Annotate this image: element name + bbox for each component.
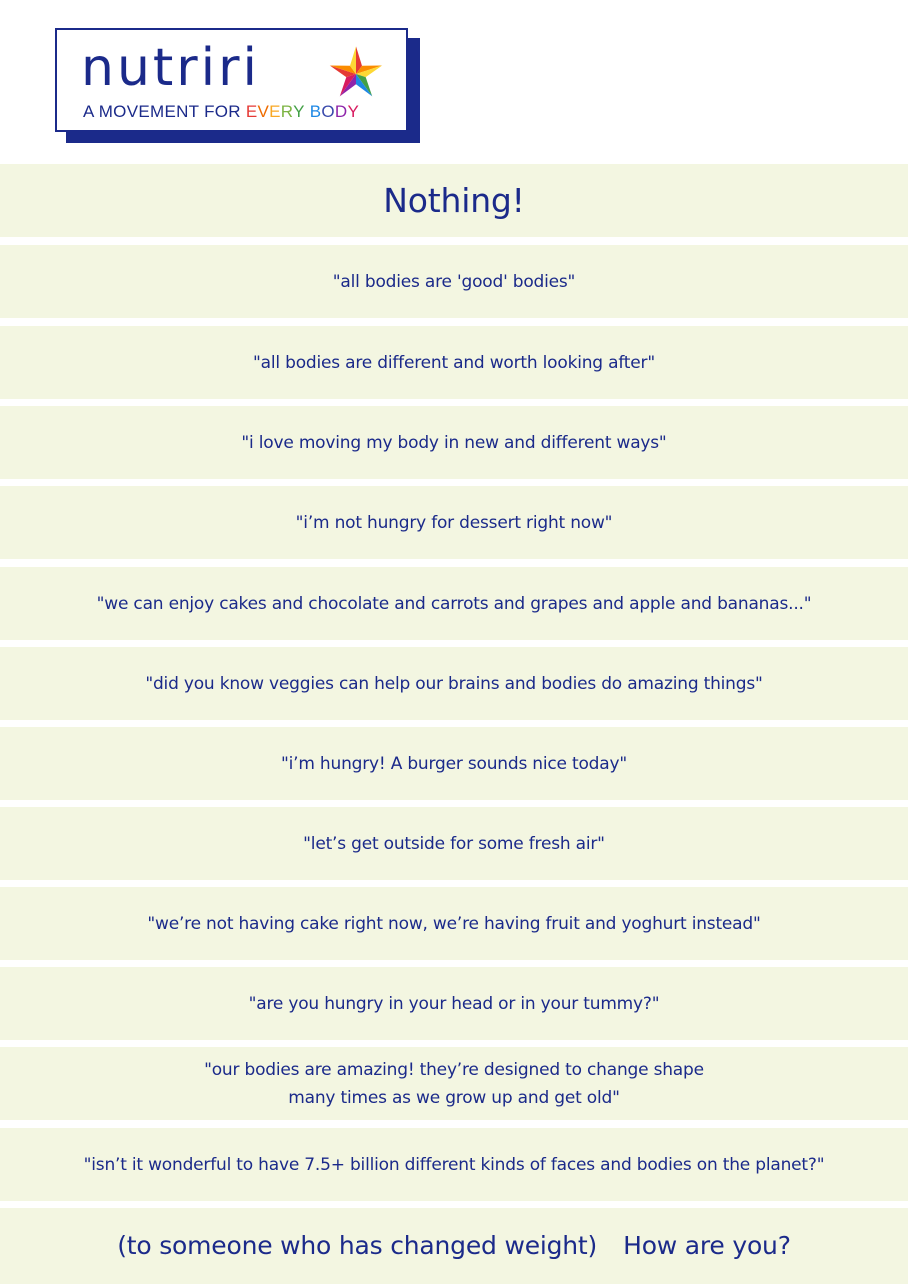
quote-row: "all bodies are different and worth looking after" (0, 326, 908, 399)
tagline-letter: O (321, 102, 335, 121)
tagline-letter: E (269, 102, 281, 121)
footer-question: How are you? (623, 1231, 791, 1260)
quote-row: "all bodies are 'good' bodies" (0, 245, 908, 318)
quote-line: "our bodies are amazing! they’re designed to change shape (204, 1059, 704, 1080)
tagline-letter: E (245, 102, 258, 121)
tagline-letter: Y (293, 102, 305, 121)
quote-row: "i love moving my body in new and different ways" (0, 406, 908, 479)
quote-line: many times as we grow up and get old" (288, 1087, 620, 1108)
quote-row: "isn’t it wonderful to have 7.5+ billion different kinds of faces and bodies on the planet?" (0, 1128, 908, 1201)
quote-row: "did you know veggies can help our brains and bodies do amazing things" (0, 647, 908, 720)
quote-row: "i’m hungry! A burger sounds nice today" (0, 727, 908, 800)
logo-wordmark: nutriri (81, 38, 260, 98)
quote-row: "we can enjoy cakes and chocolate and carrots and grapes and apple and bananas..." (0, 567, 908, 640)
quote-row: "we’re not having cake right now, we’re having fruit and yoghurt instead" (0, 887, 908, 960)
tagline-letter: Y (347, 102, 360, 121)
tagline-letter: B (309, 102, 322, 121)
header (0, 0, 908, 164)
quote-row-multiline (0, 1047, 908, 1120)
star-icon (325, 44, 387, 104)
tagline-letter: R (280, 102, 294, 121)
tagline-letter: D (334, 102, 348, 121)
quote-row: "are you hungry in your head or in your tummy?" (0, 967, 908, 1040)
tagline-prefix: A MOVEMENT FOR (83, 102, 246, 121)
tagline-letter: V (257, 102, 270, 121)
logo (55, 28, 408, 132)
quote-row: "let’s get outside for some fresh air" (0, 807, 908, 880)
quote-row: "i’m not hungry for dessert right now" (0, 486, 908, 559)
logo-tagline (83, 102, 359, 122)
page-title: Nothing! (0, 164, 908, 237)
footer-row (0, 1208, 908, 1284)
footer-context: (to someone who has changed weight) (117, 1231, 598, 1260)
